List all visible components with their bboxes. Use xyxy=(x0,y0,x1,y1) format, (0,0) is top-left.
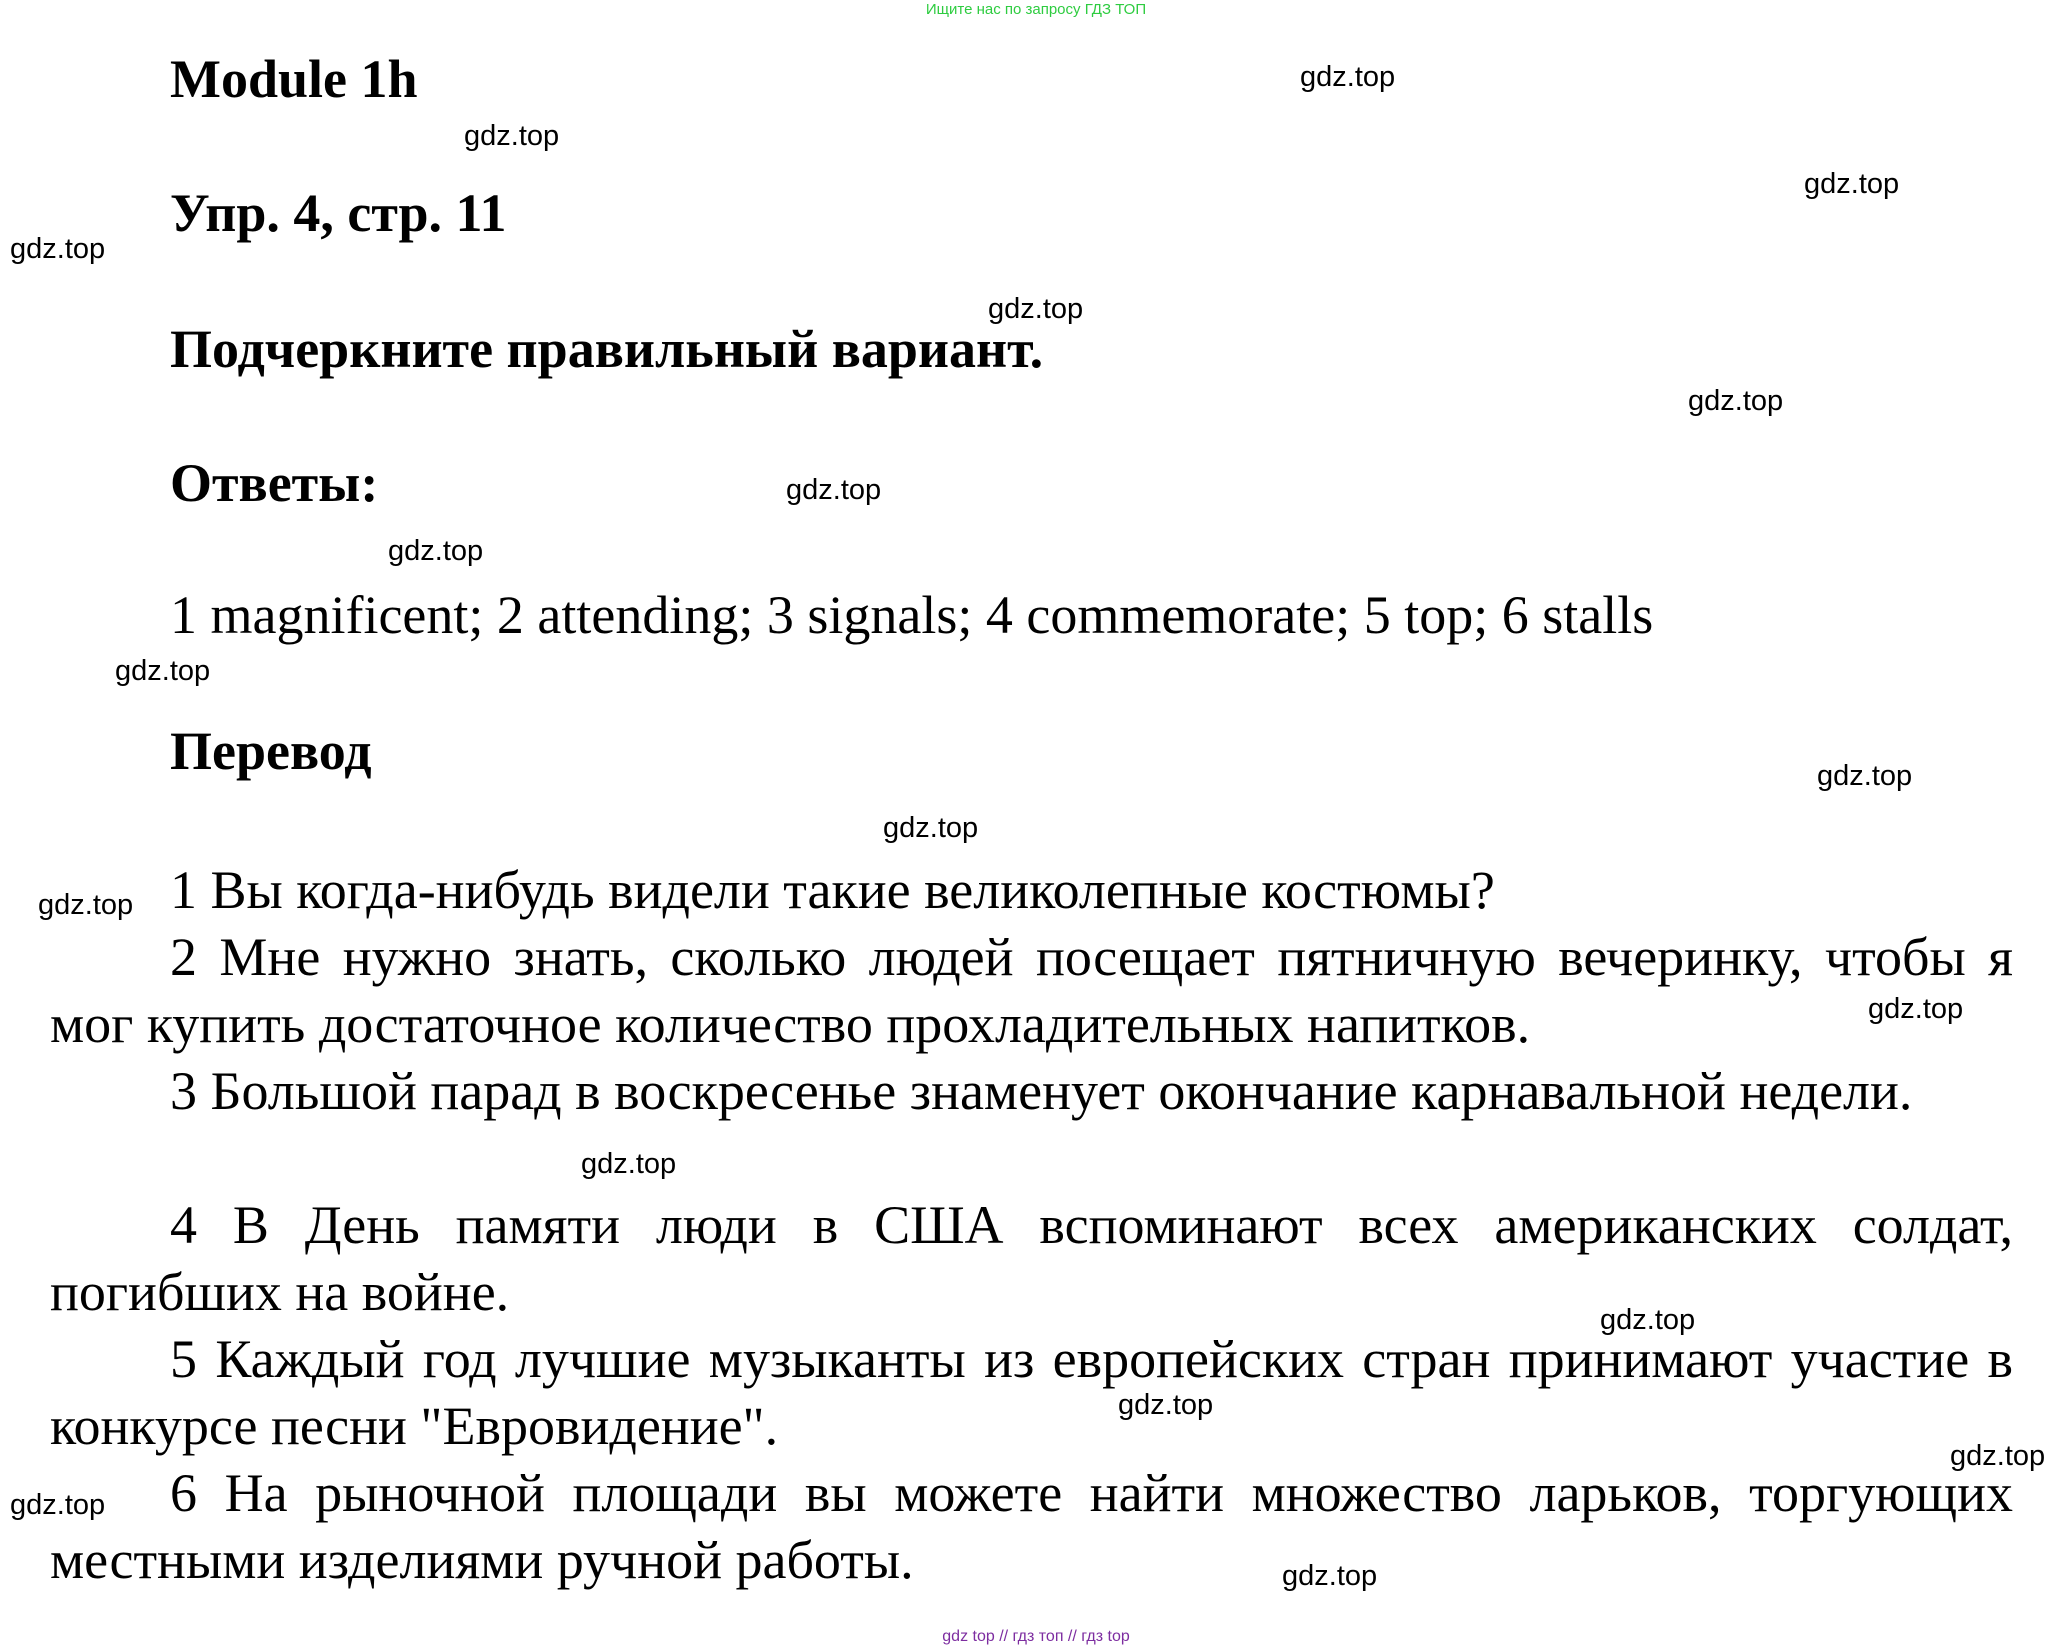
watermark: gdz.top xyxy=(883,812,979,844)
watermark: gdz.top xyxy=(464,120,560,152)
watermark: gdz.top xyxy=(1868,993,1964,1025)
top-banner: Ищите нас по запросу ГДЗ ТОП xyxy=(925,1,1147,18)
watermark: gdz.top xyxy=(988,293,1084,325)
watermark: gdz.top xyxy=(1804,168,1900,200)
translation-heading: Перевод xyxy=(170,721,372,781)
watermark: gdz.top xyxy=(1282,1560,1378,1592)
translation-item-5: 5 Каждый год лучшие музыканты из европейских стран принимают участие в конкурсе песни "Евровидение". xyxy=(50,1329,2013,1456)
watermark: gdz.top xyxy=(581,1148,677,1180)
watermark: gdz.top xyxy=(10,233,106,265)
bottom-banner: gdz top // гдз топ // гдз top xyxy=(942,1628,1130,1645)
watermark: gdz.top xyxy=(786,474,882,506)
translation-item-2: 2 Мне нужно знать, сколько людей посещает пятничную вечеринку, чтобы я мог купить достаточное количество прохладительных напитков. xyxy=(50,927,2013,1054)
watermark: gdz.top xyxy=(38,889,134,921)
watermark: gdz.top xyxy=(1688,385,1784,417)
translation-item-1: 1 Вы когда-нибудь видели такие великолепные костюмы? xyxy=(170,860,1495,920)
watermark: gdz.top xyxy=(1600,1304,1696,1336)
exercise-reference: Упр. 4, стр. 11 xyxy=(170,183,507,243)
watermark: gdz.top xyxy=(115,655,211,687)
watermark: gdz.top xyxy=(1300,61,1396,93)
watermark: gdz.top xyxy=(1817,760,1913,792)
translation-item-3: 3 Большой парад в воскресенье знаменует окончание карнавальной недели. xyxy=(170,1061,1913,1121)
task-instruction: Подчеркните правильный вариант. xyxy=(170,319,1044,379)
translation-item-6: 6 На рыночной площади вы можете найти множество ларьков, торгующих местными изделиями ручной работы. xyxy=(50,1463,2013,1590)
answers-heading: Ответы: xyxy=(170,453,379,513)
watermark: gdz.top xyxy=(388,535,484,567)
module-title: Module 1h xyxy=(170,49,418,109)
watermark: gdz.top xyxy=(10,1489,106,1521)
watermark: gdz.top xyxy=(1950,1440,2046,1472)
translation-item-4: 4 В День памяти люди в США вспоминают всех американских солдат, погибших на войне. xyxy=(50,1195,2013,1322)
watermark: gdz.top xyxy=(1118,1389,1214,1421)
answers-text: 1 magnificent; 2 attending; 3 signals; 4 commemorate; 5 top; 6 stalls xyxy=(170,585,1654,645)
